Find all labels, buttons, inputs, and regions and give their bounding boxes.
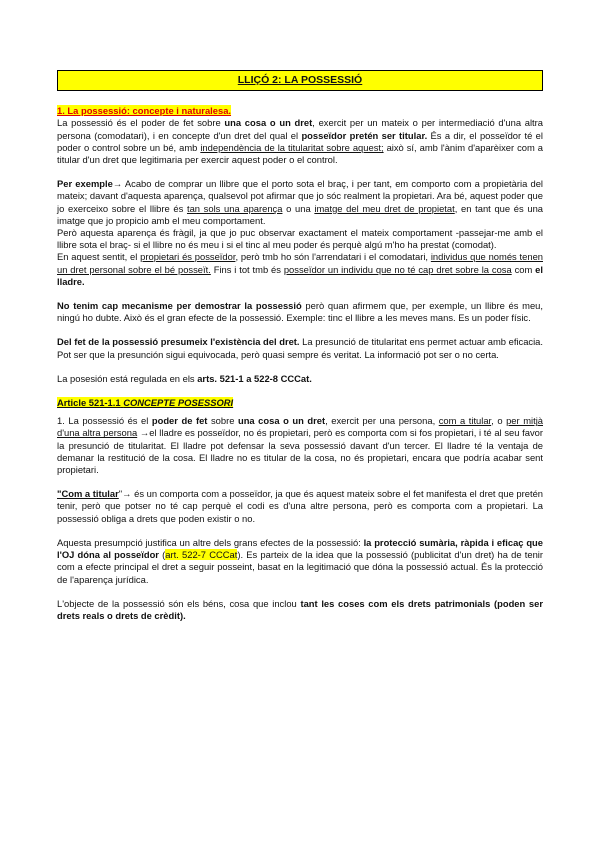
article-paragraph-protection: Aquesta presumpció justifica un altre dels grans efectes de la possessió: la protecció sumària, ràpida i eficaç que l'OJ dóna al posseïdor (art. 522-7 CCCat). Es parteix de la idea que la possessió (publicitat d'un dret) ha de tenir com a efecte principal el dret a seguir posseint, basat en la legitimació que dóna la possessió actual. És la protecció de l'aparença jurídica. xyxy=(57,536,543,585)
paragraph-example: Per exemple→ Acabo de comprar un llibre que el porto sota el braç, i per tant, em comporto com a propietària del mateix; davant d'aquesta aparença, qualsevol pot afirmar que jo sóc realment la propietari. Ara bé, aquest poder que jo exerceixo sobre el llibre és tan sols una aparença o una imatge del meu dret de propietat, en tant que és una imatge que jo propicio amb el meu comportament. xyxy=(57,178,544,226)
article-paragraph-object: L'objecte de la possessió són els béns, cosa que inclou tant les coses com els drets patrimonials (poden ser drets reals o drets de crèdit). xyxy=(57,597,544,621)
page-title: LLIÇÓ 2: LA POSSESSIÓ xyxy=(57,70,543,91)
article-reference-highlight: art. 522-7 CCCat xyxy=(165,549,238,561)
article-paragraph-titular: "Com a titular"→ és un comporta com a posseïdor, ja que és aquest mateix sobre el fet manifesta el dret que pretén tenir, però que potser no té cap perquè el codi es d'una altre persona, però es comporta com a propietari. La possessió obliga a drets que poden existir o no. xyxy=(57,488,543,524)
paragraph-possessors: En aquest sentit, el propietari és posseïdor, però tmb ho són l'arrendatari i el comodatari, individus que només tenen un dret personal sobre el bé posseït. Fins i tot tmb és posseïdor un individu que no té cap dret sobre la cosa com el lladre. xyxy=(57,251,543,287)
paragraph-definition: La possessió és el poder de fet sobre una cosa o un dret, exercit per un mateix o per intermediació d'una altra persona (comodatari), i en concepte d'un dret del qual el posseïdor pretén ser titular. És a dir, el posseïdor té el poder o control sobre un bé, amb independència de la titularitat sobre aquest; això sí, amb l'ànim d'aparèixer com a titular d'un dret que legitimaria per exercir aquest poder o el control. xyxy=(57,117,543,166)
paragraph-appearance: Però aquesta aparença és fràgil, ja que jo puc observar exactament el mateix comportament -passejar-me amb el llibre sota el braç- si el llibre no és meu i si el tinc al meu poder és perquè algú m'ho ha prestat (comodat). xyxy=(57,227,543,251)
paragraph-presumption: Del fet de la possessió presumeix l'existència del dret. La presunció de titularitat ens permet actuar amb eficacia. Pot ser que la presunción sigui equivocada, però quasi sempre és veritat. La informació pot ser o no certa. xyxy=(57,336,543,360)
paragraph-no-mechanism: No tenim cap mecanisme per demostrar la possessió però quan afirmem que, per exemple, un llibre és meu, ningú ho dubte. Això és el gran efecte de la possessió. Exemple: tinc el llibre a les meves mans. Es un poder físic. xyxy=(57,300,543,324)
section-heading: 1. La possessió: concepte i naturalesa. xyxy=(57,105,232,117)
article-heading: Article 521-1.1 CONCEPTE POSESSORI xyxy=(57,397,234,409)
document-page xyxy=(57,70,543,622)
paragraph-regulation: La posesión está regulada en els arts. 521-1 a 522-8 CCCat. xyxy=(57,372,312,384)
article-paragraph-1: 1. La possessió és el poder de fet sobre una cosa o un dret, exercit per una persona, com a titular, o per mitjà d'una altra persona →el lladre es posseïdor, no és propietari, però es comporta com si fos propietari, i té al seu favor la presunció de titularitat. El lladre pot defensar la seva possessió davant d'un tercer. El lladre té la ventaja de demanar la restitució de la cosa. El lladre no es titular de la cosa, no és propietari, encara que podría acabar sent propietari. xyxy=(57,415,543,476)
